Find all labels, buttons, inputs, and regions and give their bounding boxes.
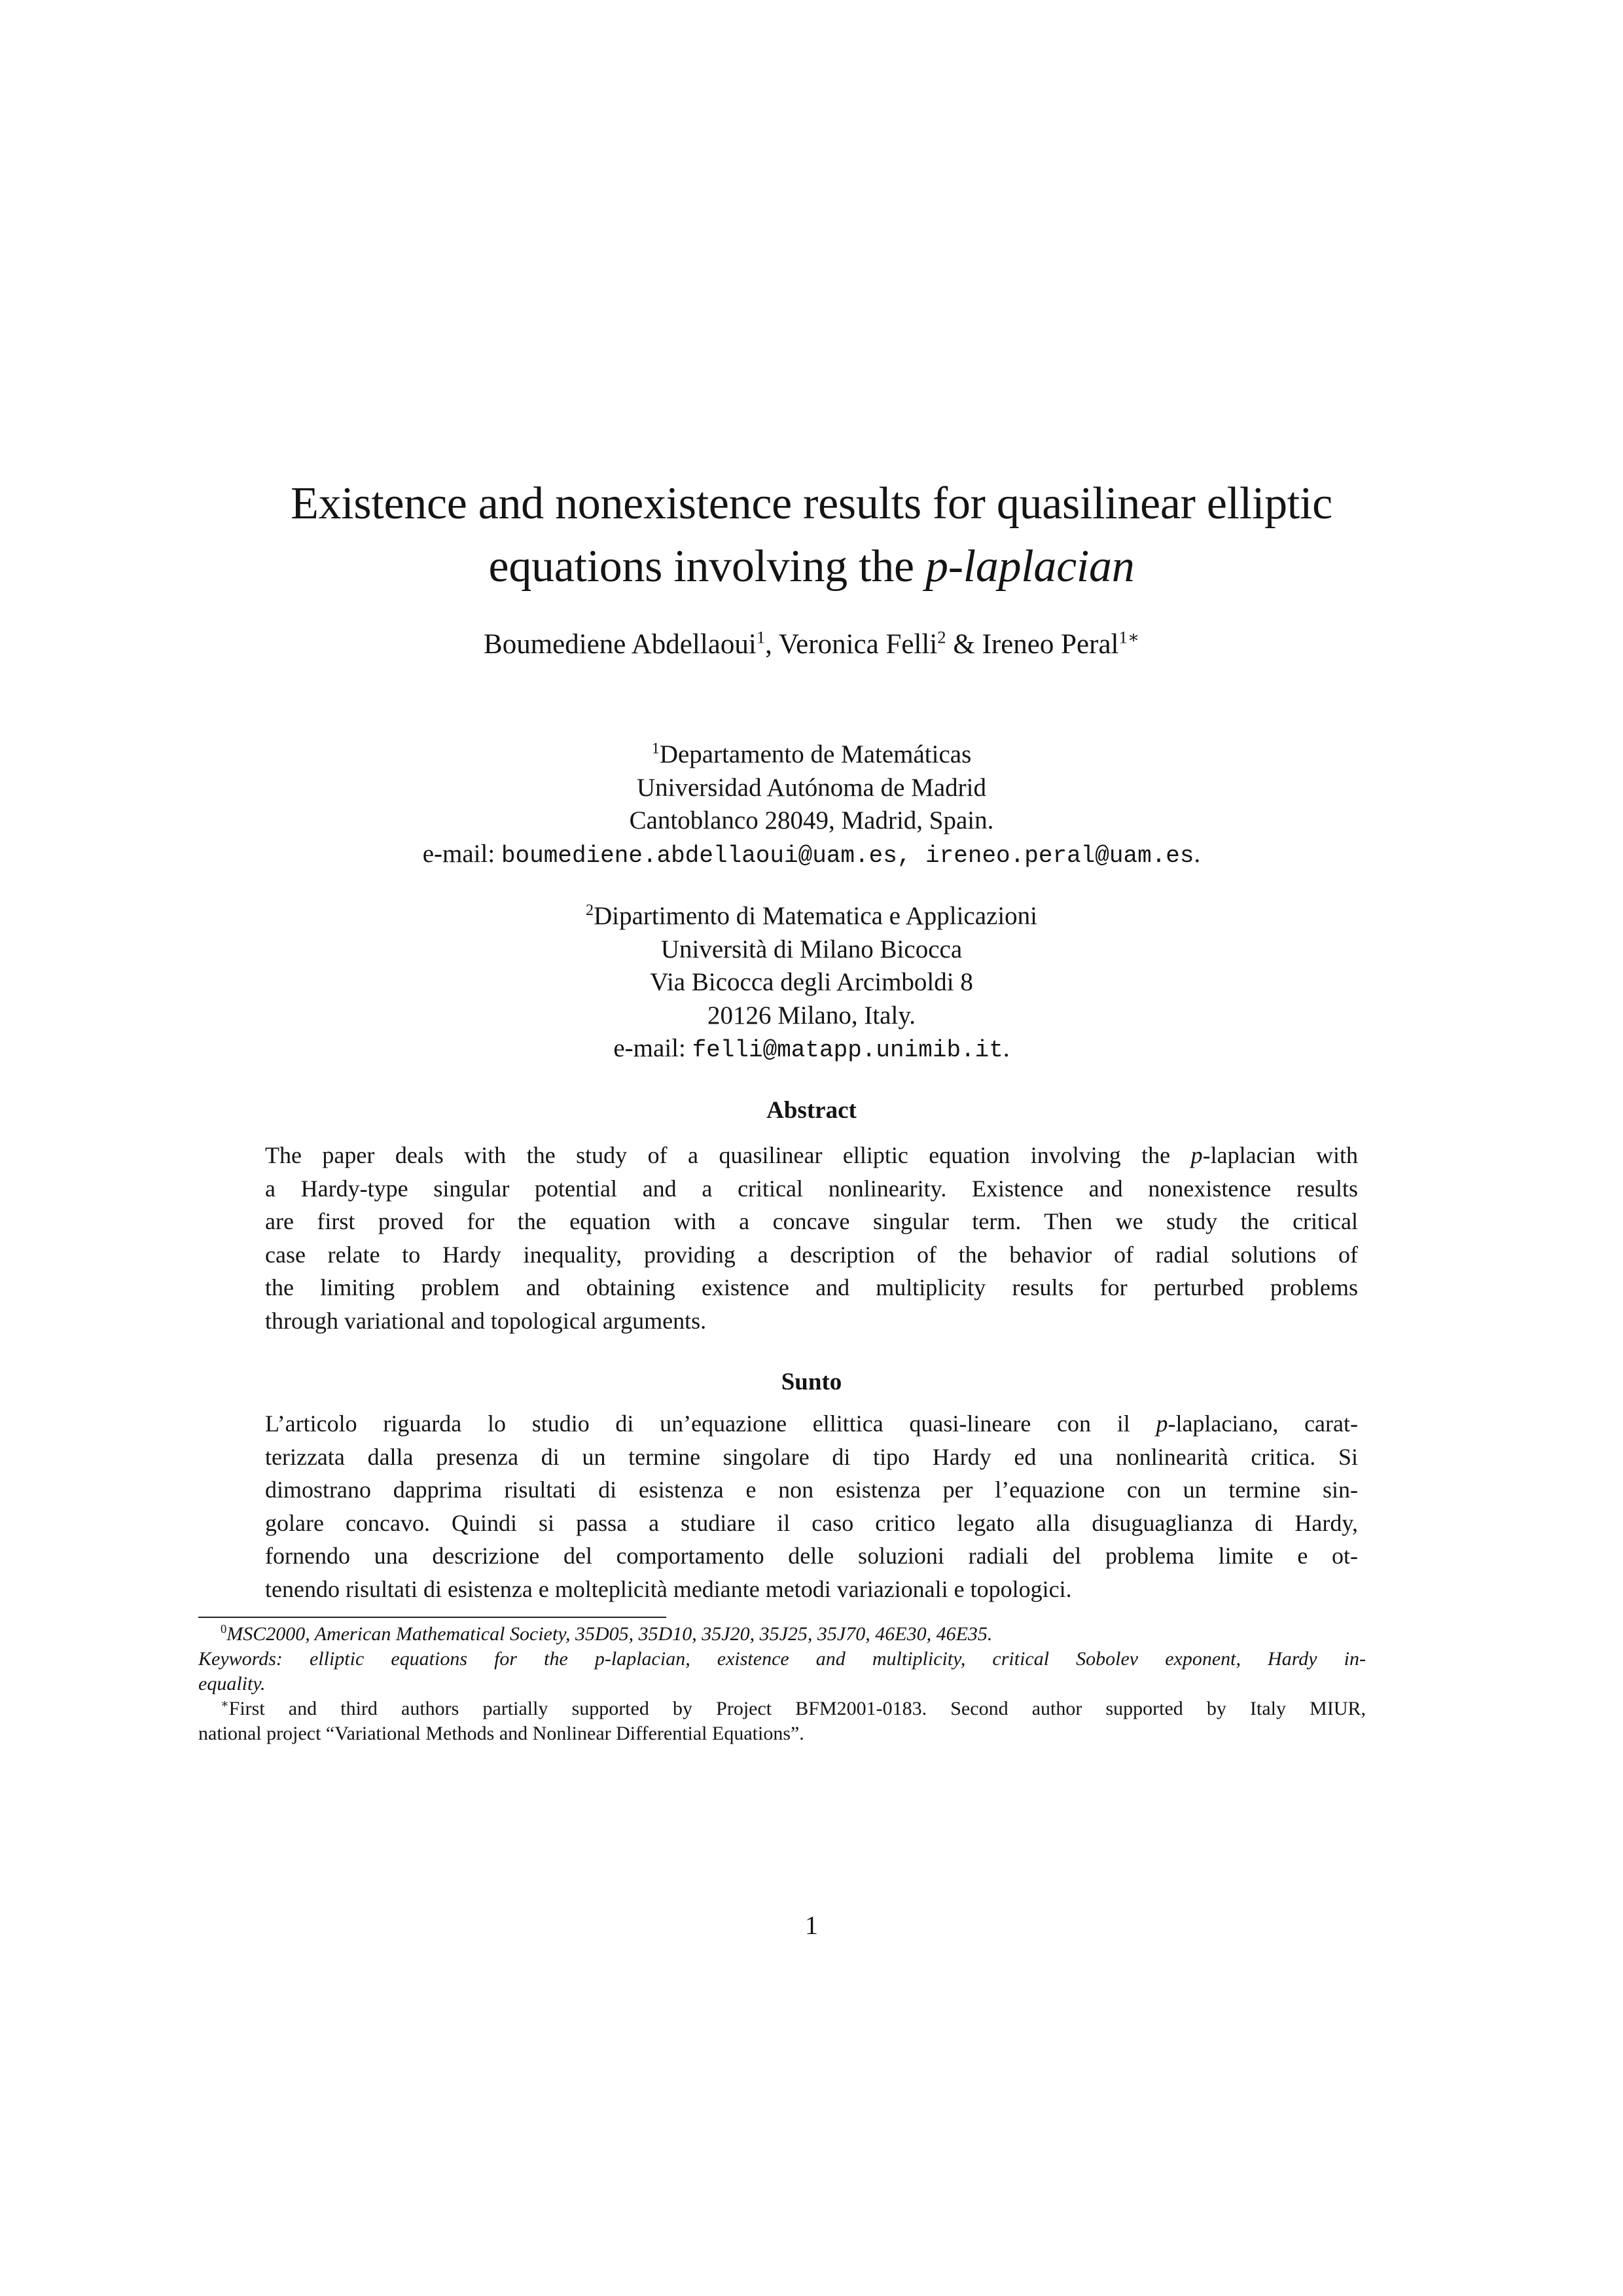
affiliation-city: 20126 Milano, Italy.: [707, 1001, 916, 1030]
sunto-line: golare concavo. Quindi si passa a studiare il caso critico legato alla disuguaglianza di Hardy,: [265, 1509, 1358, 1536]
abstract-body: [265, 1139, 1358, 1337]
sunto-line: dimostrano dapprima risultati di esistenza e non esistenza per l’equazione con un termine sin-: [265, 1477, 1358, 1503]
page-number: 1: [805, 1910, 818, 1940]
affiliation-street: Via Bicocca degli Arcimboldi 8: [650, 968, 973, 996]
affiliation-mark: 1∗: [1118, 627, 1139, 647]
footnote-rule: [198, 1617, 666, 1618]
author-list: [196, 625, 1427, 664]
title-italic-term: p-laplacian: [925, 541, 1135, 592]
sunto-line: tenendo risultati di esistenza e molteplicità mediante metodi variazionali e topologici.: [265, 1575, 1072, 1602]
sunto-line: L’articolo riguarda lo studio di un’equazione ellittica quasi-lineare con il p-laplaciano, carat-: [265, 1410, 1358, 1437]
affiliation-department: $^2$Dipartimento di Matematica e Applicazioni: [585, 901, 1038, 930]
paper-title: [196, 473, 1427, 598]
abstract-line: a Hardy-type singular potential and a critical nonlinearity. Existence and nonexistence results: [265, 1175, 1358, 1202]
affiliation-university: Universidad Autónoma de Madrid: [637, 773, 986, 802]
footnotes: [198, 1622, 1366, 1746]
affiliation-mark: 1: [651, 740, 660, 757]
author-name: Ireneo Peral: [982, 629, 1119, 660]
email-address: felli@matapp.unimib.it: [692, 1037, 1003, 1064]
author-name: Veronica Felli: [778, 629, 938, 660]
footnote-keywords: Keywords: elliptic equations for the p-laplacian, existence and multiplicity, critical Sobolev exponent, Hardy in-: [198, 1648, 1366, 1670]
sunto-line: terizzata dalla presenza di un termine singolare di tipo Hardy ed una nonlinearità critica. Si: [265, 1443, 1358, 1470]
affiliation-department: $^1$Departamento de Matemáticas: [651, 740, 972, 768]
affiliation-mark: 2: [937, 627, 946, 647]
email-address: boumediene.abdellaoui@uam.es, ireneo.peral@uam.es: [501, 842, 1194, 869]
abstract-line: are first proved for the equation with a concave singular term. Then we study the critical: [265, 1208, 1358, 1234]
affiliation-address: Cantoblanco 28049, Madrid, Spain.: [629, 806, 994, 834]
affiliation-university: Università di Milano Bicocca: [660, 935, 963, 963]
affiliation-madrid: [196, 738, 1427, 872]
title-line-2: equations involving the: [488, 541, 925, 592]
affiliation-mark: 2: [585, 901, 594, 919]
abstract-line: through variational and topological arguments.: [265, 1307, 707, 1334]
abstract-heading: Abstract: [766, 1097, 857, 1124]
sunto-line: fornendo una descrizione del comportamento delle soluzioni radiali del problema limite e ot-: [265, 1543, 1358, 1569]
author-separator: ,: [765, 629, 779, 660]
author-name: Boumediene Abdellaoui: [484, 629, 757, 660]
sunto-heading: Sunto: [781, 1369, 842, 1395]
affiliation-mark: 1: [756, 627, 766, 647]
abstract-line: the limiting problem and obtaining existence and multiplicity results for perturbed problems: [265, 1274, 1358, 1300]
footnote-mark: 0: [221, 1623, 227, 1636]
affiliation-email: e-mail: boumediene.abdellaoui@uam.es, ireneo.peral@uam.es.: [422, 839, 1201, 869]
footnote-keywords-cont: equality.: [198, 1673, 266, 1695]
affiliation-milano: [196, 900, 1427, 1067]
footnote-mark: ∗: [221, 1697, 229, 1711]
abstract-line: case relate to Hardy inequality, providing a description of the behavior of radial solutions of: [265, 1241, 1358, 1268]
footnote-support: ∗First and third authors partially supported by Project BFM2001-0183. Second author supported by Italy MIUR,: [221, 1697, 1366, 1719]
affiliation-email: e-mail: felli@matapp.unimib.it.: [613, 1034, 1010, 1064]
title-line-1: Existence and nonexistence results for quasilinear elliptic: [291, 478, 1332, 529]
author-separator: &: [946, 629, 982, 660]
sunto-body: [265, 1407, 1358, 1605]
footnote-support-cont: national project “Variational Methods and Nonlinear Differential Equations”.: [198, 1723, 804, 1744]
footnote-msc: $^0$MSC2000, American Mathematical Society, 35D05, 35D10, 35J20, 35J25, 35J70, 46E30, 46E35.: [221, 1623, 993, 1645]
abstract-line: The paper deals with the study of a quasilinear elliptic equation involving the p-laplacian with: [265, 1142, 1358, 1168]
